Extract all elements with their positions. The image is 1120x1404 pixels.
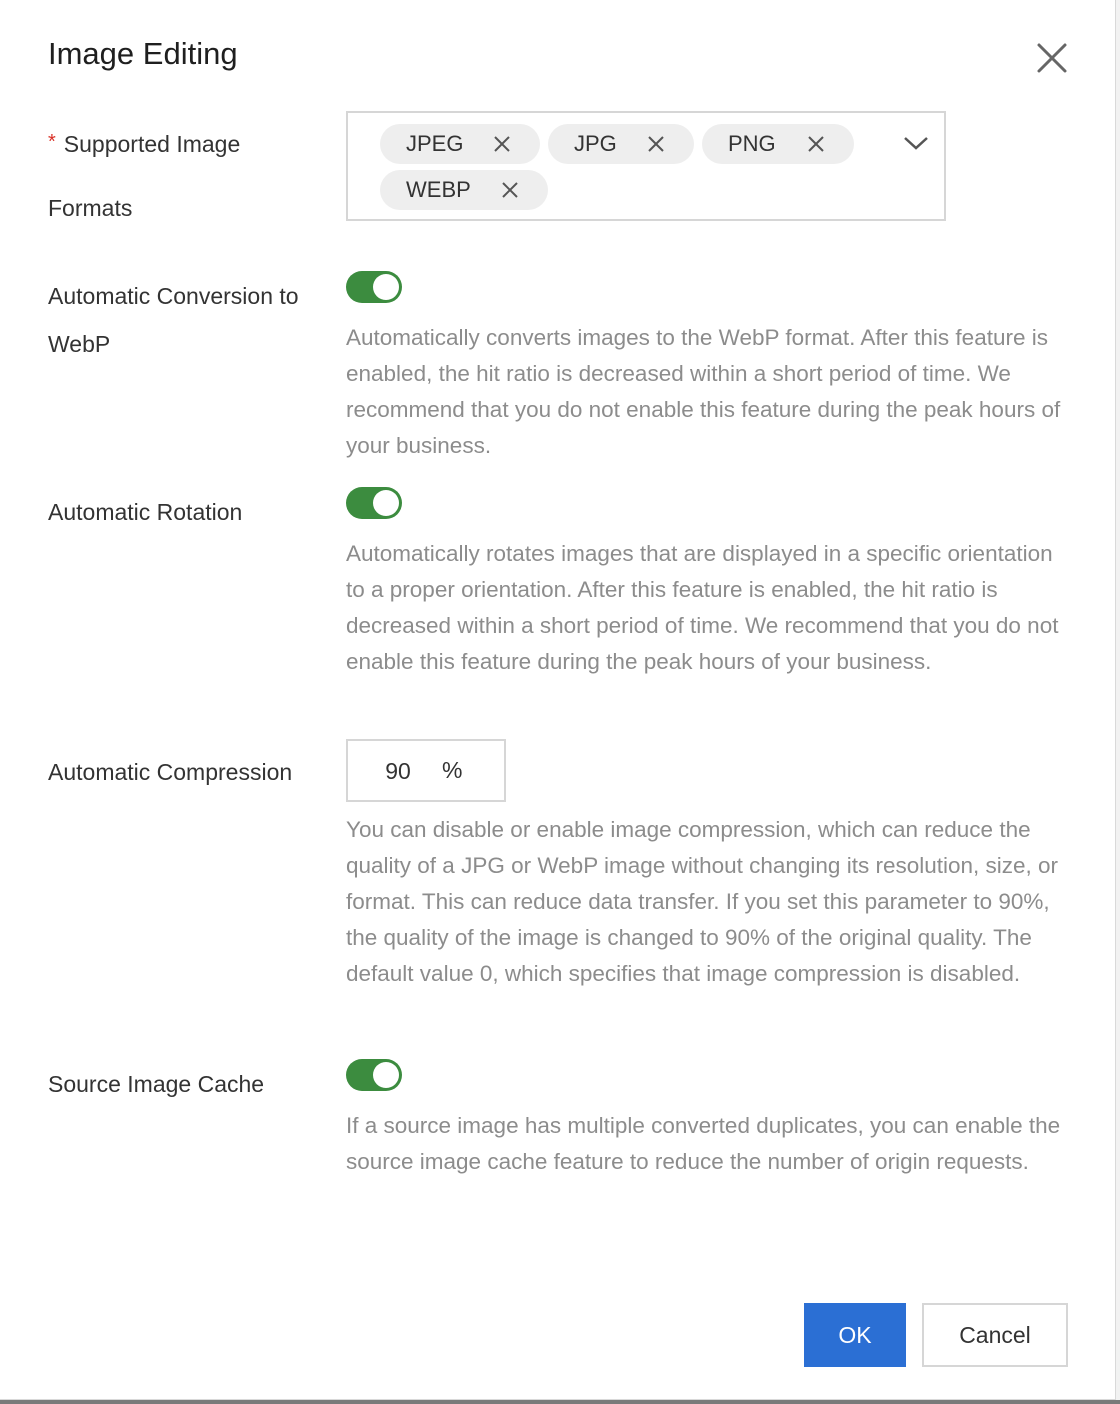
compression-label: Automatic Compression — [48, 759, 293, 785]
window-edge — [1116, 0, 1120, 1404]
compression-input-box[interactable] — [346, 739, 506, 802]
toggle-knob — [373, 274, 399, 300]
format-tag-label: PNG — [728, 131, 776, 156]
cache-label: Source Image Cache — [48, 1071, 265, 1097]
remove-tag-icon[interactable] — [492, 134, 512, 154]
compression-description: You can disable or enable image compression, which can reduce the quality of a JPG or WebP image without changing its resolution, size, or format. This can reduce data transfer. If you set this parameter to 90%, the quality of the image is changed to 90% of the original quality. The default value 0, which specifies that image compression is disabled. — [346, 817, 1059, 986]
ok-button[interactable]: OK — [804, 1303, 906, 1367]
remove-tag-icon[interactable] — [646, 134, 666, 154]
chevron-down-icon[interactable] — [902, 133, 930, 153]
webp-description: Automatically converts images to the WebP format. After this feature is enabled, the hit ratio is decreased within a short period of time. We recommend that you do not enable this feature during the peak hours of your business. — [346, 325, 1061, 458]
format-tag — [380, 124, 540, 164]
cache-toggle[interactable] — [346, 1059, 402, 1091]
formats-label: * Supported Image Formats — [48, 131, 241, 221]
cache-description: If a source image has multiple converted duplicates, you can enable the source image cache feature to reduce the number of origin requests. — [346, 1113, 1061, 1174]
cancel-button[interactable]: Cancel — [922, 1303, 1068, 1367]
rotation-label: Automatic Rotation — [48, 499, 243, 525]
rotation-description: Automatically rotates images that are displayed in a specific orientation to a proper orientation. After this feature is enabled, the hit ratio is decreased within a short period of time. We recommend that you do not enable this feature during the peak hours of your business. — [346, 541, 1059, 674]
webp-toggle[interactable] — [346, 271, 402, 303]
format-tag-label: JPG — [574, 131, 617, 156]
toggle-knob — [373, 1062, 399, 1088]
dialog-title: Image Editing — [48, 36, 238, 71]
percent-unit: % — [442, 757, 463, 783]
format-tag-label: WEBP — [406, 177, 471, 202]
remove-tag-icon[interactable] — [500, 180, 520, 200]
toggle-knob — [373, 490, 399, 516]
required-mark: * — [48, 131, 56, 153]
compression-input[interactable] — [368, 755, 428, 787]
format-tag — [702, 124, 854, 164]
webp-label: Automatic Conversion to WebP — [48, 283, 299, 357]
remove-tag-icon[interactable] — [806, 134, 826, 154]
close-icon[interactable] — [1034, 40, 1070, 76]
formats-multiselect[interactable] — [346, 111, 946, 221]
window-bottom-edge — [0, 1400, 1120, 1404]
format-tag — [548, 124, 694, 164]
rotation-toggle[interactable] — [346, 487, 402, 519]
format-tag — [380, 170, 548, 210]
format-tag-label: JPEG — [406, 131, 464, 156]
